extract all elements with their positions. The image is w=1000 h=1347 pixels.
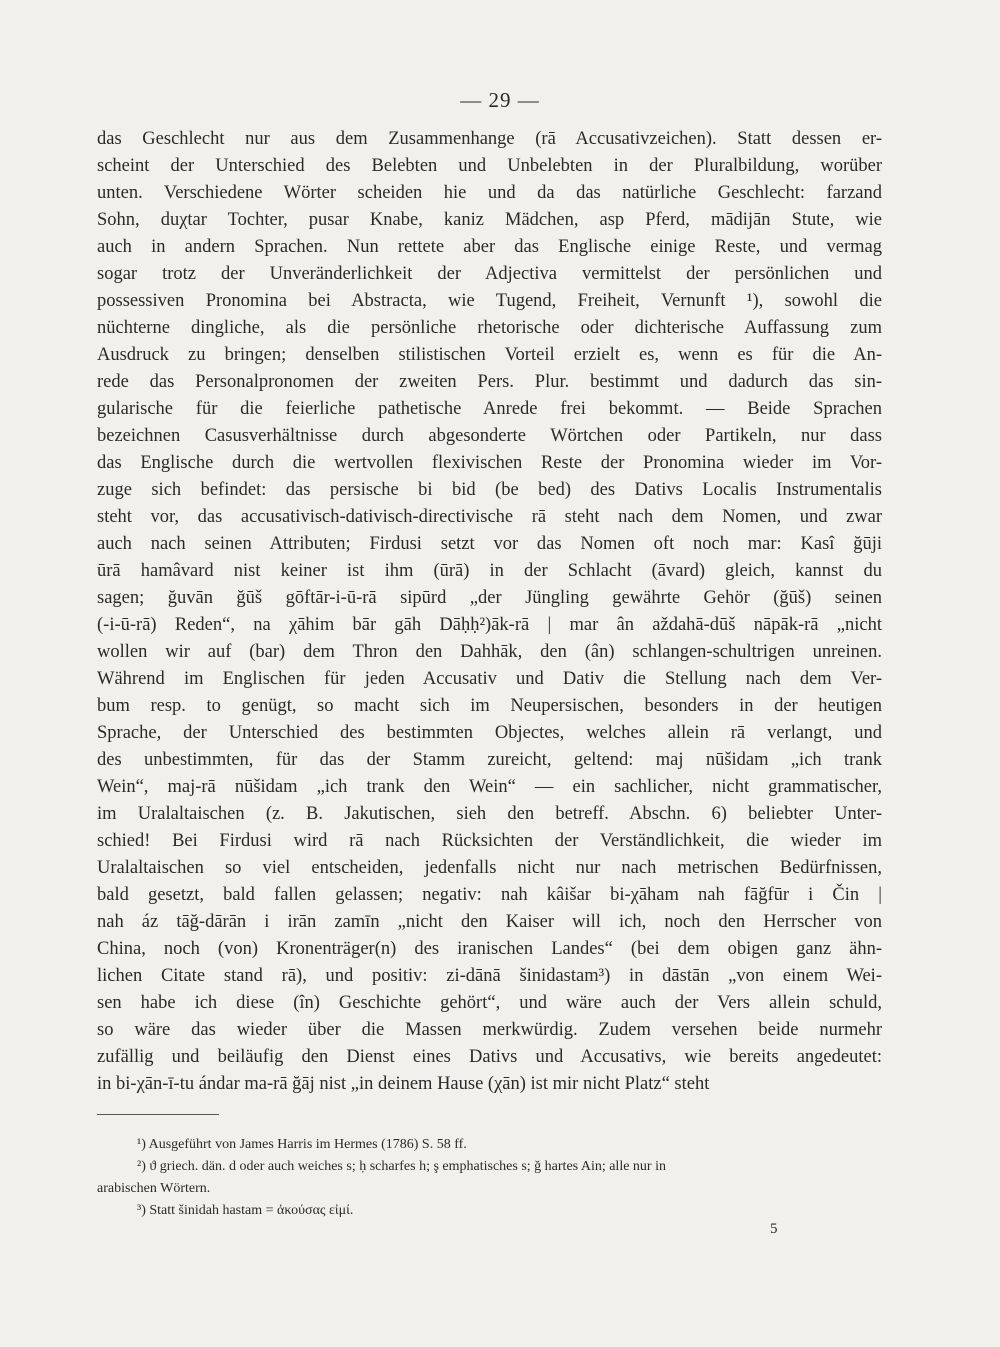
- text-line: rede das Personalpronomen der zweiten Pers. Plur. bestimmt und dadurch das sin-: [97, 372, 882, 392]
- footnote-3: ³) Statt šinidah hastam = ἀκούσας εἰμί.: [137, 1203, 354, 1218]
- text-line: nah áz tāğ-dārān i irān zamīn „nicht den Kaiser will ich, noch den Herrscher von: [97, 912, 882, 932]
- footnotes: [97, 1134, 882, 1222]
- text-line: das Geschlecht nur aus dem Zusammenhange (rā Accusativzeichen). Statt dessen er-: [97, 129, 882, 149]
- text-line: (-i-ū-rā) Reden“, na χāhim bār gāh Dāḥḥ²)āk-rā | mar ân aždahā-dūš nāpāk-rā „nicht: [97, 615, 882, 635]
- text-line: im Uralaltaischen (z. B. Jakutischen, sieh den betreff. Abschn. 6) beliebter Unter-: [97, 804, 882, 824]
- text-line: bezeichnen Casusverhältnisse durch abgesonderte Wörtchen oder Partikeln, nur dass: [97, 426, 882, 446]
- page-number: — 29 —: [460, 88, 540, 112]
- text-line: ūrā hamâvard nist keiner ist ihm (ūrā) in der Schlacht (āvard) gleich, kannst du: [97, 561, 882, 581]
- text-line: wollen wir auf (bar) dem Thron den Dahhāk, den (ân) schlangen-schultrigen unreinen.: [97, 642, 882, 662]
- text-line: China, noch (von) Kronenträger(n) des iranischen Landes“ (bei dem obigen ganz ähn-: [97, 939, 882, 959]
- text-line: in bi-χān-ī-tu ándar ma-rā ğāj nist „in deinem Hause (χān) ist mir nicht Platz“ steht: [97, 1074, 710, 1094]
- text-line: Wein“, maj-rā nūšidam „ich trank den Wein“ — ein sachlicher, nicht grammatischer,: [97, 777, 882, 797]
- footnote-1: ¹) Ausgeführt von James Harris im Hermes (1786) S. 58 ff.: [137, 1137, 467, 1152]
- text-line: so wäre das wieder über die Massen merkwürdig. Zudem versehen beide nurmehr: [97, 1020, 882, 1040]
- text-line: bald gesetzt, bald fallen gelassen; negativ: nah kâišar bi-χāham nah fāğfūr i Čin |: [97, 885, 882, 905]
- text-line: gularische für die feierliche pathetische Anrede frei bekommt. — Beide Sprachen: [97, 399, 882, 419]
- text-line: steht vor, das accusativisch-dativisch-directivische rā steht nach dem Nomen, und zwar: [97, 507, 882, 527]
- text-line: auch in andern Sprachen. Nun rettete aber das Englische einige Reste, und vermag: [97, 237, 882, 257]
- text-line: sagen; ğuvān ğūš gōftār-i-ū-rā sipūrd „der Jüngling gewährte Gehör (ğūš) seinen: [97, 588, 882, 608]
- text-line: Sprache, der Unterschied des bestimmten Objectes, welches allein rā verlangt, und: [97, 723, 882, 743]
- text-line: zufällig und beiläufig den Dienst eines Dativs und Accusativs, wie bereits angedeutet:: [97, 1047, 882, 1067]
- text-line: Ausdruck zu bringen; denselben stilistischen Vorteil erzielt es, wenn es für die An-: [97, 345, 882, 365]
- text-line: lichen Citate stand rā), und positiv: zi-dānā šinidastam³) in dāstān „von einem Wei-: [97, 966, 882, 986]
- text-line: scheint der Unterschied des Belebten und Unbelebten in der Pluralbildung, worüber: [97, 156, 882, 176]
- body-text: [97, 126, 882, 1098]
- text-line: zuge sich befindet: das persische bi bid (be bed) des Dativs Localis Instrumentalis: [97, 480, 882, 500]
- text-line: Sohn, duχtar Tochter, pusar Knabe, kaniz Mädchen, asp Pferd, mādijān Stute, wie: [97, 210, 882, 230]
- text-line: auch nach seinen Attributen; Firdusi setzt vor das Nomen oft noch mar: Kasî ğūji: [97, 534, 882, 554]
- text-line: sogar trotz der Unveränderlichkeit der Adjectiva vermittelst der persönlichen und: [97, 264, 882, 284]
- text-line: possessiven Pronomina bei Abstracta, wie Tugend, Freiheit, Vernunft ¹), sowohl die: [97, 291, 882, 311]
- text-line: nüchterne dingliche, als die persönliche rhetorische oder dichterische Auffassung zum: [97, 318, 882, 338]
- footnote-2: ²) ϑ griech. dän. d oder auch weiches s; ḥ scharfes h; ş emphatisches s; ğ hartes Ain; alle nur in: [137, 1159, 666, 1174]
- text-line: Uralaltaischen so viel entscheiden, jedenfalls nicht nur nach metrischen Bedürfnissen,: [97, 858, 882, 878]
- text-line: sen habe ich diese (în) Geschichte gehört“, und wäre auch der Vers allein schuld,: [97, 993, 882, 1013]
- text-line: Während im Englischen für jeden Accusativ und Dativ die Stellung nach dem Ver-: [97, 669, 882, 689]
- text-line: des unbestimmten, für das der Stamm zureicht, geltend: maj nūšidam „ich trank: [97, 750, 882, 770]
- text-line: unten. Verschiedene Wörter scheiden hie und da das natürliche Geschlecht: farzand: [97, 183, 882, 203]
- text-line: schied! Bei Firdusi wird rā nach Rücksichten der Verständlichkeit, die wieder im: [97, 831, 882, 851]
- footnote-separator: [97, 1114, 219, 1115]
- text-line: das Englische durch die wertvollen flexivischen Reste der Pronomina wieder im Vor-: [97, 453, 882, 473]
- sheet-signature: 5: [770, 1221, 778, 1237]
- footnote-2-continuation: arabischen Wörtern.: [97, 1181, 211, 1196]
- text-line: bum resp. to genügt, so macht sich im Neupersischen, besonders in der heutigen: [97, 696, 882, 716]
